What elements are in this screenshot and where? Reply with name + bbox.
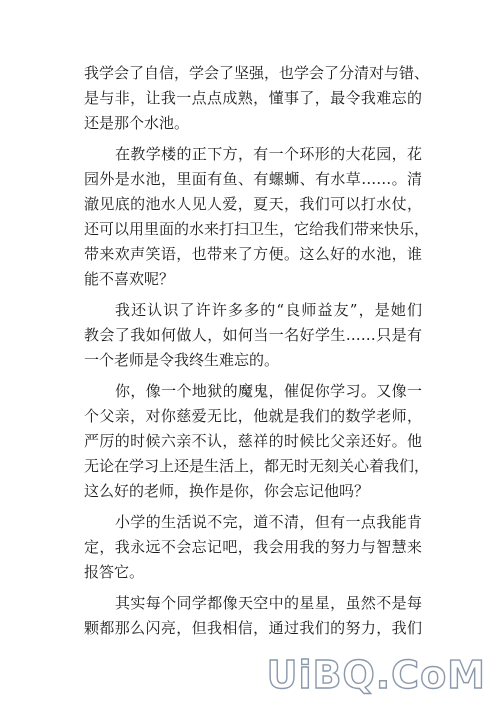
paragraph	[84, 591, 422, 641]
text-line: 是与非，让我一点点成熟，懂事了，最令我难忘的	[84, 89, 422, 107]
text-line: 无论在学习上还是生活上，都无时无刻关心着我们，	[84, 457, 430, 475]
text-line: 严厉的时候六亲不认，慈祥的时候比父亲还好。他	[84, 432, 422, 450]
paragraph	[84, 298, 422, 373]
text-line: 园外是水池，里面有鱼、有螺蛳、有水草……。清	[84, 170, 422, 188]
text-line: 其实每个同学都像天空中的星星，虽然不是每	[115, 594, 422, 612]
text-line: 还可以用里面的水来打扫卫生，它给我们带来快乐，	[84, 220, 430, 238]
text-line: 这么好的老师，换作是你，你会忘记他吗？	[84, 482, 370, 500]
text-line: 小学的生活说不完，道不清，但有一点我能肯	[115, 513, 422, 531]
article-body	[84, 61, 430, 641]
text-line: 我还认识了许许多多的“良师益友”，是她们	[115, 301, 422, 319]
text-line: 报答它。	[84, 563, 145, 581]
paragraph	[84, 61, 430, 136]
paragraph	[84, 510, 422, 585]
text-line: 颗都那么闪亮，但我相信，通过我们的努力，我们	[84, 619, 422, 637]
site-watermark: UiBQ.CoM	[266, 653, 486, 697]
text-line: 能不喜欢呢？	[84, 270, 175, 288]
text-line: 定，我永远不会忘记吧，我会用我的努力与智慧来	[84, 538, 422, 556]
text-line: 你，像一个地狱的魔鬼，催促你学习。又像一	[115, 382, 422, 400]
text-line: 带来欢声笑语，也带来了方便。这么好的水池，谁	[84, 245, 422, 263]
text-line: 我学会了自信，学会了坚强，也学会了分清对与错、	[84, 64, 430, 82]
text-line: 教会了我如何做人，如何当一名好学生……只是有	[84, 326, 422, 344]
paragraph	[84, 142, 430, 292]
text-line: 一个老师是令我终生难忘的。	[84, 351, 280, 369]
text-line: 还是那个水池。	[84, 114, 190, 132]
text-line: 个父亲，对你慈爱无比，他就是我们的数学老师，	[84, 407, 422, 425]
text-line: 澈见底的池水人见人爱，夏天，我们可以打水仗，	[84, 195, 422, 213]
text-line: 在教学楼的正下方，有一个环形的大花园，花	[115, 145, 422, 163]
paragraph	[84, 379, 430, 504]
